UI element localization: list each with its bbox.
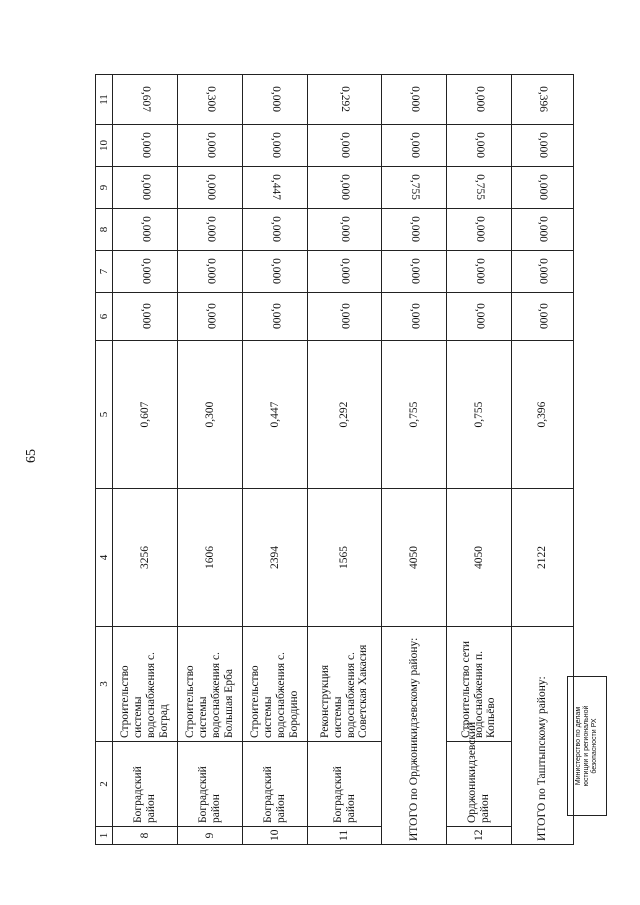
value-col11: 0,000 <box>269 86 282 113</box>
col-header-1: 1 <box>96 827 113 845</box>
value-col5: 0,292 <box>308 341 382 489</box>
value-col5: 0,300 <box>178 341 243 489</box>
stamp-text <box>575 681 599 811</box>
value-col4: 3256 <box>113 489 178 627</box>
value-col6: 0,000 <box>473 303 486 330</box>
value-col10: 0,000 <box>473 132 486 159</box>
value-col5: 0,447 <box>243 341 308 489</box>
value-col7: 0,000 <box>204 258 217 285</box>
value-col9: 0,755 <box>408 174 421 201</box>
col-header-5: 5 <box>96 341 113 489</box>
stamp-line-1: Министерство по делам <box>574 706 582 786</box>
value-col6: 0,000 <box>204 303 217 330</box>
value-col6: 0,000 <box>338 303 351 330</box>
table-row <box>447 75 512 845</box>
col-header-9: 9 <box>96 167 113 209</box>
value-col10: 0,000 <box>204 132 217 159</box>
ministry-stamp <box>567 676 607 816</box>
col-header-2: 2 <box>96 742 113 827</box>
project-cell: Строительство системы водоснабжения с. Боград <box>113 627 178 742</box>
project-cell: Реконструкция системы водоснабжения с. Советская Хакасия <box>308 627 382 742</box>
value-col4: 2122 <box>512 489 574 627</box>
project-cell: Строительство сети водоснабжения п. Копьёво <box>447 627 512 742</box>
value-col4: 1606 <box>178 489 243 627</box>
value-col11: 0,292 <box>338 86 351 113</box>
col-header-7: 7 <box>96 251 113 293</box>
water-supply-table <box>95 74 574 845</box>
value-col4: 2394 <box>243 489 308 627</box>
value-col10: 0,000 <box>139 132 152 159</box>
value-col9: 0,000 <box>536 174 549 201</box>
value-col8: 0,000 <box>473 216 486 243</box>
district-cell: Боградский район <box>243 742 308 827</box>
value-col8: 0,000 <box>204 216 217 243</box>
row-number: 9 <box>178 827 243 845</box>
total-label: ИТОГО по Орджоникидзевскому району: <box>382 627 447 845</box>
row-number: 10 <box>243 827 308 845</box>
value-col10: 0,000 <box>338 132 351 159</box>
district-cell: Боградский район <box>113 742 178 827</box>
value-col11: 0,000 <box>408 86 421 113</box>
value-col9: 0,447 <box>269 174 282 201</box>
row-number: 11 <box>308 827 382 845</box>
value-col11: 0,396 <box>536 86 549 113</box>
value-col6: 0,000 <box>408 303 421 330</box>
column-number-row <box>96 75 113 845</box>
total-row-ordzhonikidzevsky <box>382 75 447 845</box>
value-col8: 0,000 <box>408 216 421 243</box>
value-col6: 0,000 <box>269 303 282 330</box>
col-header-10: 10 <box>96 125 113 167</box>
value-col8: 0,000 <box>139 216 152 243</box>
value-col7: 0,000 <box>473 258 486 285</box>
value-col10: 0,000 <box>408 132 421 159</box>
stamp-line-2: юстиции и региональной <box>582 705 590 787</box>
value-col9: 0,000 <box>139 174 152 201</box>
value-col7: 0,000 <box>139 258 152 285</box>
value-col7: 0,000 <box>408 258 421 285</box>
total-row-tashtypsky <box>512 75 574 845</box>
value-col8: 0,000 <box>338 216 351 243</box>
value-col4: 4050 <box>382 489 447 627</box>
value-col9: 0,000 <box>338 174 351 201</box>
district-cell: Боградский район <box>178 742 243 827</box>
table-row <box>308 75 382 845</box>
value-col5: 0,755 <box>447 341 512 489</box>
value-col9: 0,000 <box>204 174 217 201</box>
table-row <box>178 75 243 845</box>
total-label: ИТОГО по Таштыпскому району: <box>512 627 574 845</box>
value-col7: 0,000 <box>338 258 351 285</box>
value-col5: 0,396 <box>512 341 574 489</box>
page-number: 65 <box>24 449 39 463</box>
value-col5: 0,755 <box>382 341 447 489</box>
value-col8: 0,000 <box>269 216 282 243</box>
district-cell: Боградский район <box>308 742 382 827</box>
district-cell: Орджоникидзевский район <box>447 742 512 827</box>
value-col6: 0,000 <box>536 303 549 330</box>
project-cell: Строительство системы водоснабжения с. Большая Ерба <box>178 627 243 742</box>
col-header-8: 8 <box>96 209 113 251</box>
row-number: 12 <box>447 827 512 845</box>
col-header-3: 3 <box>96 627 113 742</box>
value-col11: 0,300 <box>204 86 217 113</box>
col-header-6: 6 <box>96 293 113 341</box>
value-col4: 1565 <box>308 489 382 627</box>
value-col5: 0,607 <box>113 341 178 489</box>
rotated-table-container <box>95 75 549 845</box>
value-col9: 0,755 <box>473 174 486 201</box>
table-row <box>113 75 178 845</box>
value-col10: 0,000 <box>269 132 282 159</box>
value-col6: 0,000 <box>139 303 152 330</box>
project-cell: Строительство системы водоснабжения с. Бородино <box>243 627 308 742</box>
value-col10: 0,000 <box>536 132 549 159</box>
value-col7: 0,000 <box>269 258 282 285</box>
value-col8: 0,000 <box>536 216 549 243</box>
value-col11: 0,000 <box>473 86 486 113</box>
value-col4: 4050 <box>447 489 512 627</box>
stamp-line-3: безопасности РХ <box>591 718 599 774</box>
value-col7: 0,000 <box>536 258 549 285</box>
col-header-4: 4 <box>96 489 113 627</box>
value-col11: 0,607 <box>139 86 152 113</box>
row-number: 8 <box>113 827 178 845</box>
col-header-11: 11 <box>96 75 113 125</box>
table-row <box>243 75 308 845</box>
